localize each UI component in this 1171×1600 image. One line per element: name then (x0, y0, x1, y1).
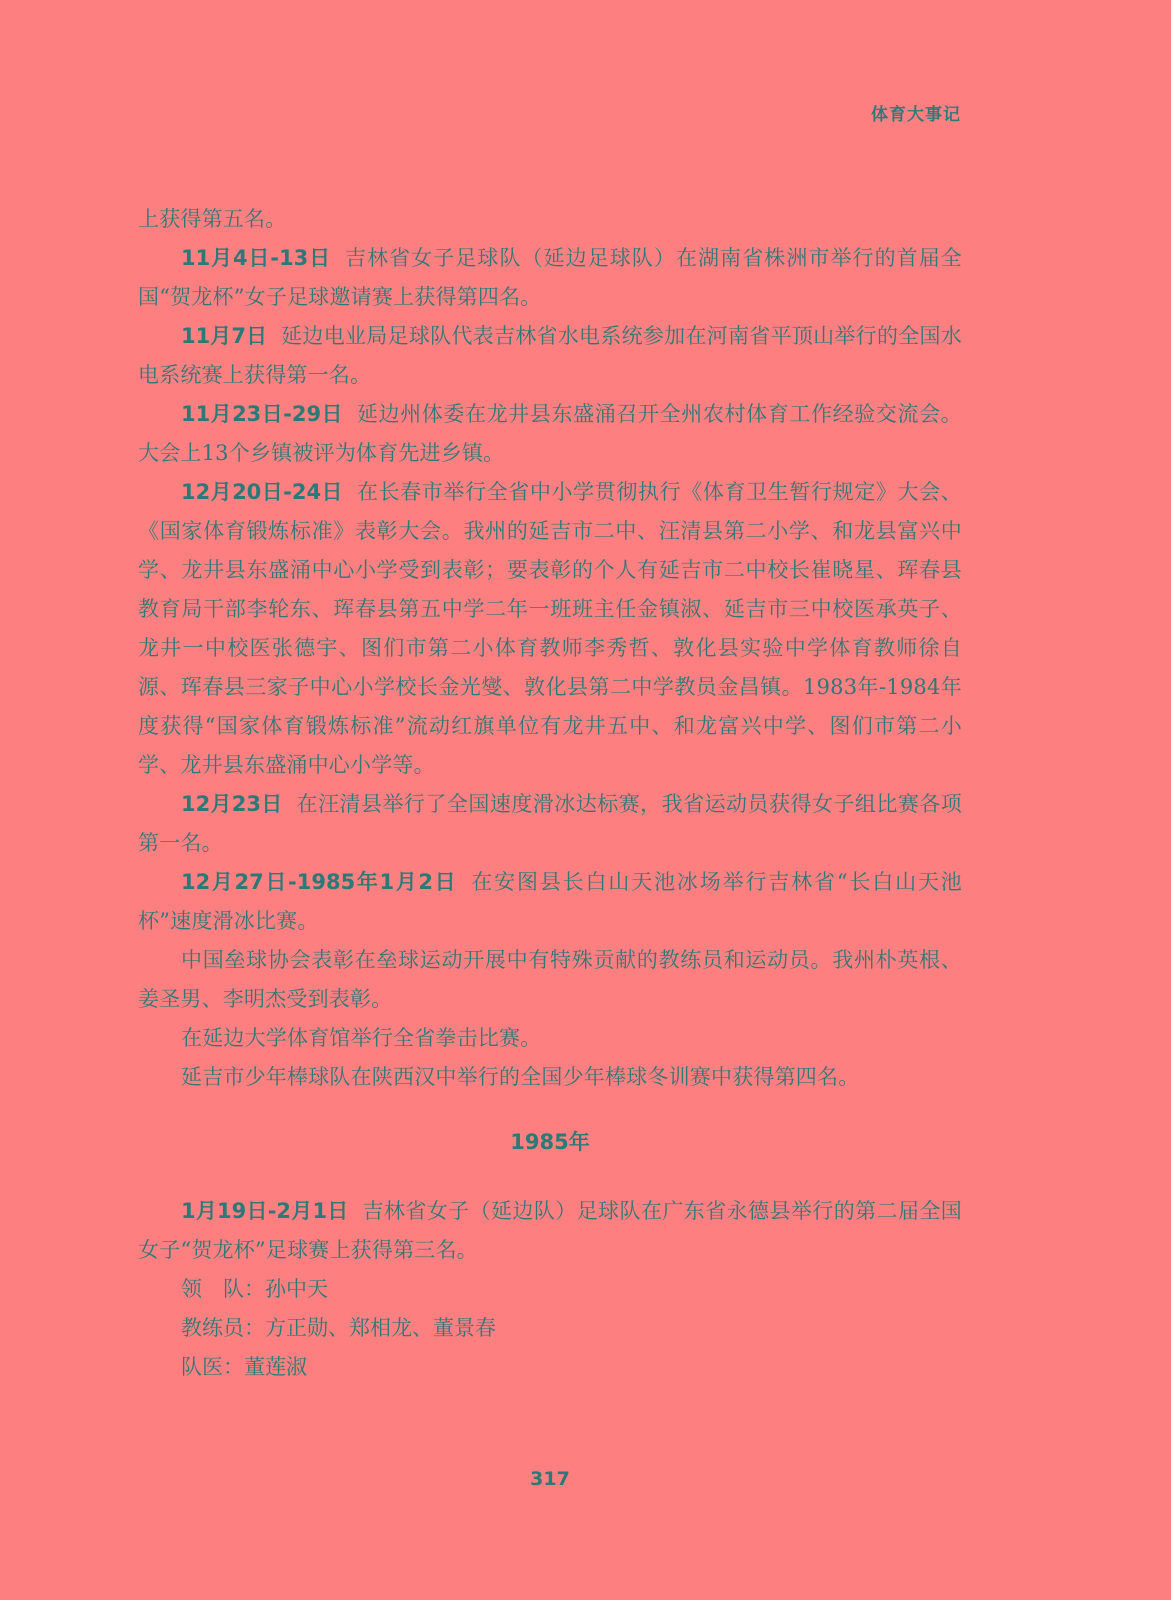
entry-text: 吉林省女子足球队（延边足球队）在湖南省株洲市举行的首届全国“贺龙杯”女子足球邀请赛上获得第四名。 (138, 246, 962, 309)
entry-text: 上获得第五名。 (138, 207, 287, 231)
entry-dec-20 (138, 473, 962, 785)
body-text (138, 200, 962, 1387)
entry-date: 11月4日-13日 (181, 246, 331, 270)
entry-text: 延边电业局足球队代表吉林省水电系统参加在河南省平顶山举行的全国水电系统赛上获得第一名。 (138, 324, 962, 387)
staff-doctor: 队医：董莲淑 (181, 1355, 307, 1379)
entry-text: 在安图县长白山天池冰场举行吉林省“长白山天池杯”速度滑冰比赛。 (138, 870, 962, 933)
page-number: 317 (530, 1468, 570, 1490)
year-heading: 1985年 (510, 1130, 590, 1154)
entry-dec-23 (138, 785, 962, 863)
entry-text: 在汪清县举行了全国速度滑冰达标赛，我省运动员获得女子组比赛各项第一名。 (138, 792, 962, 855)
entry-softball-award (138, 941, 962, 1019)
running-header: 体育大事记 (871, 105, 961, 125)
staff-coaches: 教练员：方正勋、郑相龙、董景春 (181, 1316, 496, 1340)
entry-nov-7 (138, 317, 962, 395)
entry-youth-baseball (138, 1058, 962, 1097)
entry-text: 在延边大学体育馆举行全省拳击比赛。 (181, 1026, 542, 1050)
entry-text: 在长春市举行全省中小学贯彻执行《体育卫生暂行规定》大会、《国家体育锻炼标准》表彰大会。我州的延吉市二中、汪清县第二小学、和龙县富兴中学、龙井县东盛涌中心小学受到表彰；要表彰的个人有延吉市二中校长崔晓星、珲春县教育局干部李轮东、珲春县第五中学二年一班班主任金镇淑、延吉市三中校医承英子、龙井一中校医张德宇、图们市第二小体育教师李秀哲、敦化县实验中学体育教师徐自源、珲春县三家子中心小学校长金光燮、敦化县第二中学教员金昌镇。1983年-1984年度获得“国家体育锻炼标准”流动红旗单位有龙井五中、和龙富兴中学、图们市第二小学、龙井县东盛涌中心小学等。 (138, 480, 962, 777)
entry-nov-23 (138, 395, 962, 473)
entry-continuation (138, 200, 962, 239)
entry-date: 1月19日-2月1日 (181, 1199, 349, 1223)
entry-text: 延吉市少年棒球队在陕西汉中举行的全国少年棒球冬训赛中获得第四名。 (181, 1065, 860, 1089)
entry-boxing (138, 1019, 962, 1058)
entry-date: 12月20日-24日 (181, 480, 343, 504)
entry-date: 12月23日 (181, 792, 283, 816)
entry-text: 延边州体委在龙井县东盛涌召开全州农村体育工作经验交流会。大会上13个乡镇被评为体育先进乡镇。 (138, 402, 962, 465)
entry-nov-4 (138, 239, 962, 317)
entry-date: 11月23日-29日 (181, 402, 343, 426)
entry-text: 中国垒球协会表彰在垒球运动开展中有特殊贡献的教练员和运动员。我州朴英根、姜圣男、李明杰受到表彰。 (138, 948, 962, 1011)
entry-dec-27 (138, 863, 962, 941)
entry-jan-19 (138, 1192, 962, 1270)
entry-date: 12月27日-1985年1月2日 (181, 870, 458, 894)
staff-leader: 领 队：孙中天 (181, 1277, 328, 1301)
entry-text: 吉林省女子（延边队）足球队在广东省永德县举行的第二届全国女子“贺龙杯”足球赛上获得第三名。 (138, 1199, 962, 1262)
entry-date: 11月7日 (181, 324, 268, 348)
